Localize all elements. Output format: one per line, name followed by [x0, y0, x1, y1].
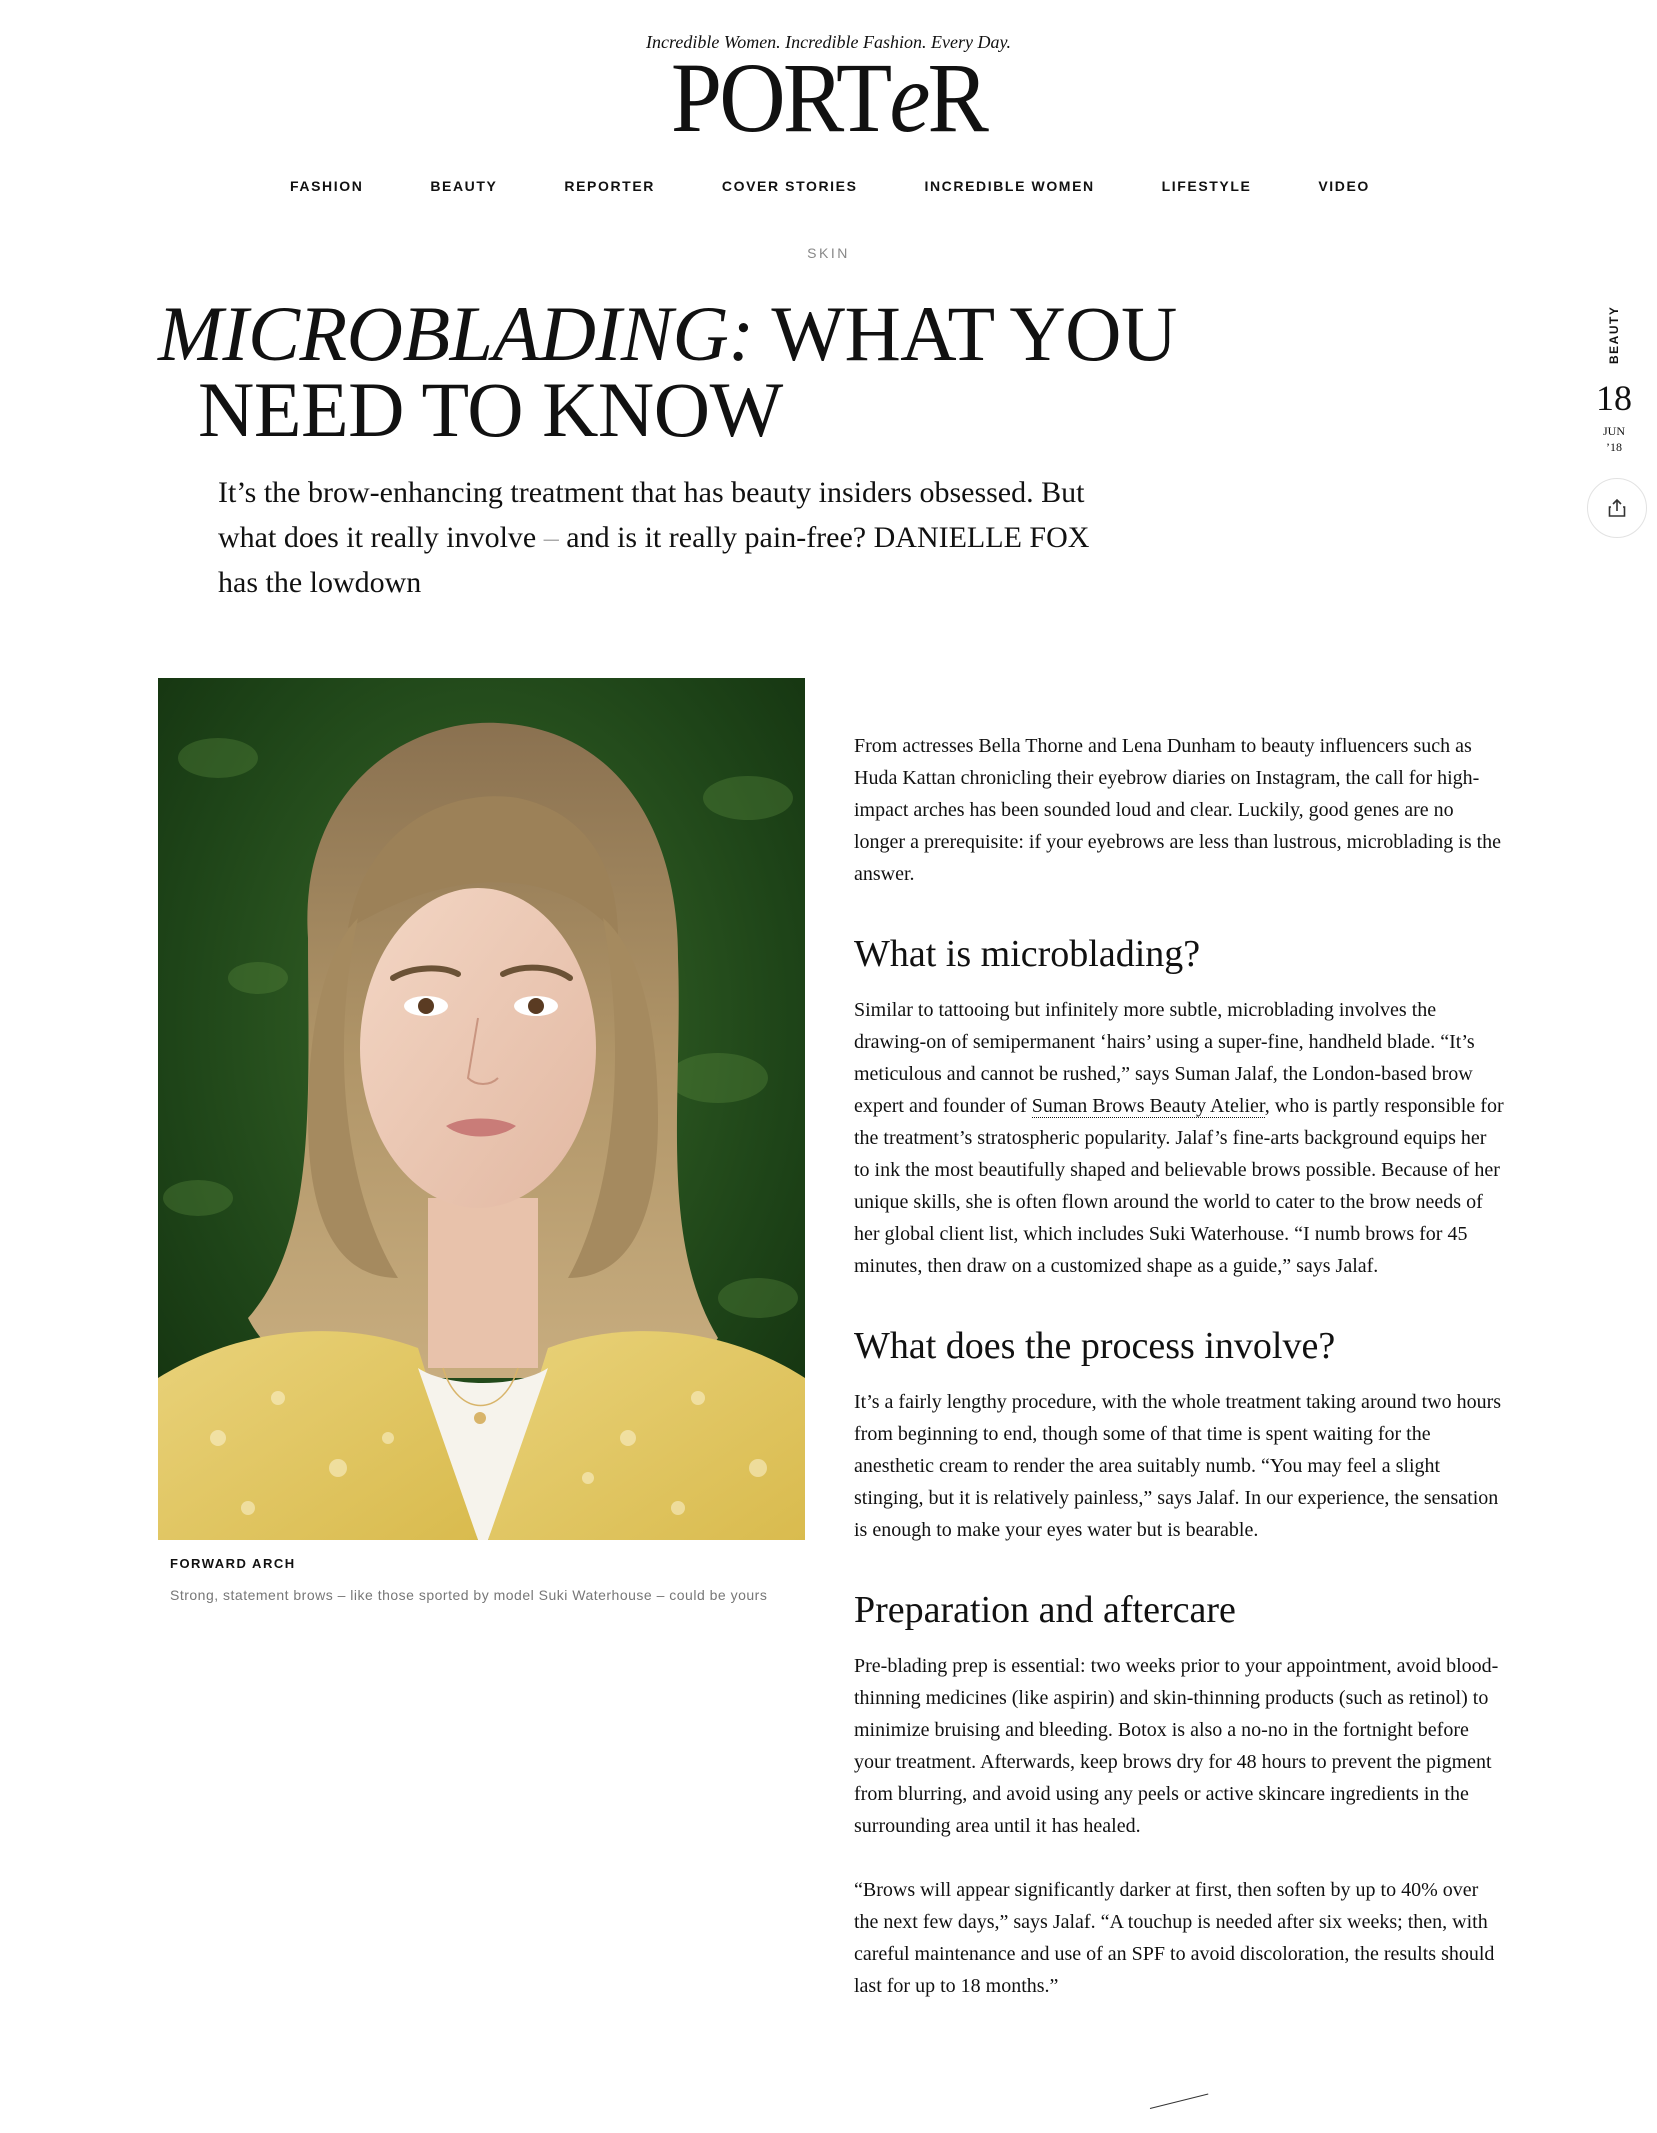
- subheading-process: What does the process involve?: [854, 1325, 1336, 1367]
- share-button[interactable]: [1587, 478, 1647, 538]
- title-rest: WHAT YOU: [753, 290, 1177, 377]
- portrait-illustration: [158, 678, 805, 1540]
- paragraph-quote: “Brows will appear significantly darker at first, then soften by up to 40% over the next few days,” says Jalaf. “A touchup is needed after six weeks; then, with careful maintenance and use of an SPF to avoid discoloration, the results should last for up to 18 months.”: [854, 1879, 1495, 1997]
- paragraph-what-is-text-2: , who is partly responsible for the treatment’s stratospheric popularity. Jalaf’s fine-arts background equips her to ink the most beautifully shaped and believable brows possible. Because of her unique skills, she is often flown around the world to cater to the brow needs of her global client list, which includes Suki Waterhouse. “I numb brows for 45 minutes, then draw on a customized shape as a guide,” says Jalaf.: [854, 1095, 1504, 1277]
- nav-item-incredible-women[interactable]: INCREDIBLE WOMEN: [924, 178, 1095, 194]
- logo-text-1: PORT: [670, 42, 890, 153]
- nav-item-cover-stories[interactable]: COVER STORIES: [721, 178, 858, 194]
- nav-item-reporter[interactable]: REPORTER: [564, 178, 655, 194]
- main-nav: [290, 178, 1370, 194]
- nav-item-beauty[interactable]: BEAUTY: [430, 178, 498, 194]
- standfirst: [218, 470, 1098, 605]
- site-tagline: Incredible Women. Incredible Fashion. Every Day.: [646, 32, 1011, 52]
- standfirst-part-2: and is it really pain-free? DANIELLE FOX has the lowdown: [218, 521, 1090, 599]
- logo-text-2: e: [889, 42, 928, 153]
- paragraph-what-is: [854, 994, 1504, 1282]
- subheading-preparation: Preparation and aftercare: [854, 1589, 1236, 1631]
- section-label[interactable]: SKIN: [807, 245, 850, 261]
- nav-item-video[interactable]: VIDEO: [1318, 178, 1370, 194]
- logo-text-3: R: [927, 42, 987, 153]
- rail-section-label[interactable]: BEAUTY: [1607, 305, 1621, 365]
- article-title: [158, 290, 1298, 453]
- subheading-what-is: What is microblading?: [854, 933, 1201, 975]
- decorative-divider: [1150, 2093, 1208, 2108]
- standfirst-dash: –: [543, 521, 559, 554]
- article-body: [854, 730, 1504, 2002]
- date-year: ’18: [1606, 440, 1622, 454]
- suman-brows-link[interactable]: Suman Brows Beauty Atelier: [1031, 1095, 1265, 1117]
- hero-image: [158, 678, 805, 1540]
- paragraph-preparation: Pre-blading prep is essential: two weeks prior to your appointment, avoid blood-thinning medicines (like aspirin) and skin-thinning products (such as retinol) to minimize bruising and bleeding. Botox is also a no-no in the fortnight before your treatment. Afterwards, keep brows dry for 48 hours to prevent the pigment from blurring, and avoid using any peels or active skincare ingredients in the surrounding area until it has healed.: [854, 1655, 1499, 1837]
- standfirst-part-1: It’s the brow-enhancing treatment that has beauty insiders obsessed. But what does it really involve: [218, 476, 1085, 554]
- share-icon: [1606, 497, 1628, 519]
- title-italic: MICROBLADING:: [158, 290, 754, 377]
- nav-item-fashion[interactable]: FASHION: [290, 178, 364, 194]
- image-caption-text: Strong, statement brows – like those sported by model Suki Waterhouse – could be yours: [170, 1587, 768, 1603]
- image-caption-title: FORWARD ARCH: [170, 1556, 296, 1571]
- date-month: JUN: [1602, 424, 1625, 438]
- intro-paragraph: From actresses Bella Thorne and Lena Dunham to beauty influencers such as Huda Kattan chronicling their eyebrow diaries on Instagram, the call for high-impact arches has been sounded loud and clear. Luckily, good genes are no longer a prerequisite: if your eyebrows are less than lustrous, microblading is the answer.: [854, 735, 1502, 885]
- title-line-2: NEED TO KNOW: [198, 366, 783, 453]
- nav-item-lifestyle[interactable]: LIFESTYLE: [1161, 178, 1252, 194]
- paragraph-what-is-text-1: Similar to tattooing but infinitely more subtle, microblading involves the drawing-on of semipermanent ‘hairs’ using a super-fine, handheld blade. “It’s meticulous and cannot be rushed,” says Suman Jalaf, the London-based brow expert and founder of: [854, 999, 1475, 1117]
- date-day: 18: [1596, 378, 1632, 418]
- paragraph-process: It’s a fairly lengthy procedure, with the whole treatment taking around two hours from beginning to end, though some of that time is spent waiting for the anesthetic cream to render the area suitably numb. “You may feel a slight stinging, but it is relatively painless,” says Jalaf. In our experience, the sensation is enough to make your eyes water but is bearable.: [854, 1391, 1502, 1541]
